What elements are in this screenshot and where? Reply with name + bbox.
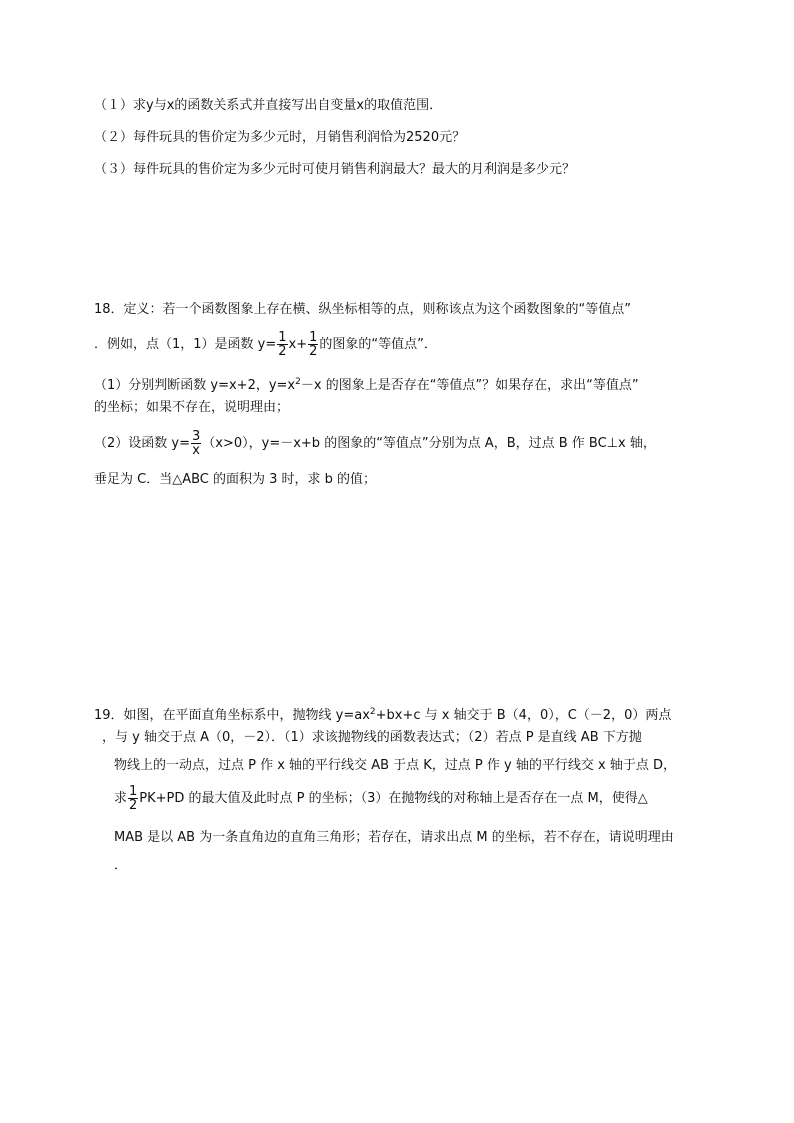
q18-line6	[94, 470, 376, 490]
fraction-numerator: 3	[192, 429, 201, 444]
q17-part2-text: （２）每件玩具的售价定为多少元时，月销售利润恰为2520元？	[94, 130, 466, 145]
q19-line6-text: ．	[114, 858, 128, 873]
fraction-numerator: 1	[129, 784, 138, 799]
q18-fraction-one-half-b	[308, 331, 318, 358]
q19-line1	[94, 702, 671, 726]
q18-line1-text: 18．定义：若一个函数图象上存在横、纵坐标相等的点，则称该点为这个函数图象的“等值点”	[94, 302, 632, 317]
q19-fraction-one-half	[128, 785, 138, 812]
q19-line1-post: +bx+c 与 x 轴交于 B（4，0），C（－2，0）两点	[375, 708, 672, 723]
q19-line4	[114, 784, 648, 814]
q17-part3	[94, 160, 575, 180]
fraction-numerator: 1	[309, 330, 318, 345]
q18-line2-pre: ．例如，点（1，1）是函数 y=	[94, 337, 277, 352]
q18-line6-text: 垂足为 C．当△ABC 的面积为 3 时，求 b 的值；	[94, 472, 377, 487]
q19-line2-text: ，与 y 轴交于点 A（0，－2）．（1）求该抛物线的函数表达式；（2）若点 P 是直线 AB 下方抛	[102, 730, 642, 745]
q19-line1-superscript: 2	[369, 707, 376, 717]
q17-part1-text: （１）求y与x的函数关系式并直接写出自变量x的取值范围．	[94, 98, 443, 113]
q19-line2	[102, 728, 642, 748]
q19-line5	[114, 828, 674, 848]
fraction-numerator: 1	[278, 330, 287, 345]
q18-line4-text: 的坐标；如果不存在，说明理由；	[94, 400, 290, 415]
q17-part1	[94, 96, 442, 116]
q18-line5-post: （x>0），y=－x+b 的图象的“等值点”分别为点 A，B，过点 B 作 BC⊥x 轴，	[202, 436, 656, 451]
q18-line3-superscript: 2	[295, 377, 301, 387]
q19-line3	[114, 756, 676, 776]
q18-line2	[94, 330, 437, 360]
q18-fraction-three-over-x	[191, 430, 201, 457]
q18-line3-pre: （1）分别判断函数 y=x+2，y=x	[94, 378, 296, 393]
fraction-denominator: x	[192, 443, 200, 458]
q18-line3-post: －x 的图象上是否存在“等值点”？如果存在，求出“等值点”	[300, 378, 639, 393]
q18-line4	[94, 398, 289, 418]
q17-part3-text: （３）每件玩具的售价定为多少元时可使月销售利润最大？最大的月利润是多少元？	[94, 162, 576, 177]
q18-line2-mid: x+	[288, 337, 308, 352]
fraction-denominator: 2	[129, 798, 138, 813]
q17-part2	[94, 128, 465, 148]
fraction-denominator: 2	[278, 344, 287, 359]
q18-line2-post: 的图象的“等值点”．	[319, 337, 437, 352]
q19-line5-text: MAB 是以 AB 为一条直角边的直角三角形；若存在，请求出点 M 的坐标，若不存在，请说明理由	[114, 830, 674, 845]
q18-line3	[94, 372, 639, 396]
q19-line4-post: PK+PD 的最大值及此时点 P 的坐标；（3）在抛物线的对称轴上是否存在一点 M，使得△	[139, 791, 648, 806]
q19-line4-pre: 求	[114, 791, 128, 806]
q19-line3-text: 物线上的一动点，过点 P 作 x 轴的平行线交 AB 于点 K，过点 P 作 y 轴的平行线交 x 轴于点 D，	[114, 758, 676, 773]
q18-fraction-one-half-a	[277, 331, 287, 358]
q19-line6	[114, 856, 127, 876]
q18-line1	[94, 300, 631, 320]
q18-line5-pre: （2）设函数 y=	[94, 436, 190, 451]
q18-line5	[94, 428, 656, 460]
fraction-denominator: 2	[309, 344, 318, 359]
q19-line1-pre: 19．如图，在平面直角坐标系中，抛物线 y=ax	[94, 708, 370, 723]
